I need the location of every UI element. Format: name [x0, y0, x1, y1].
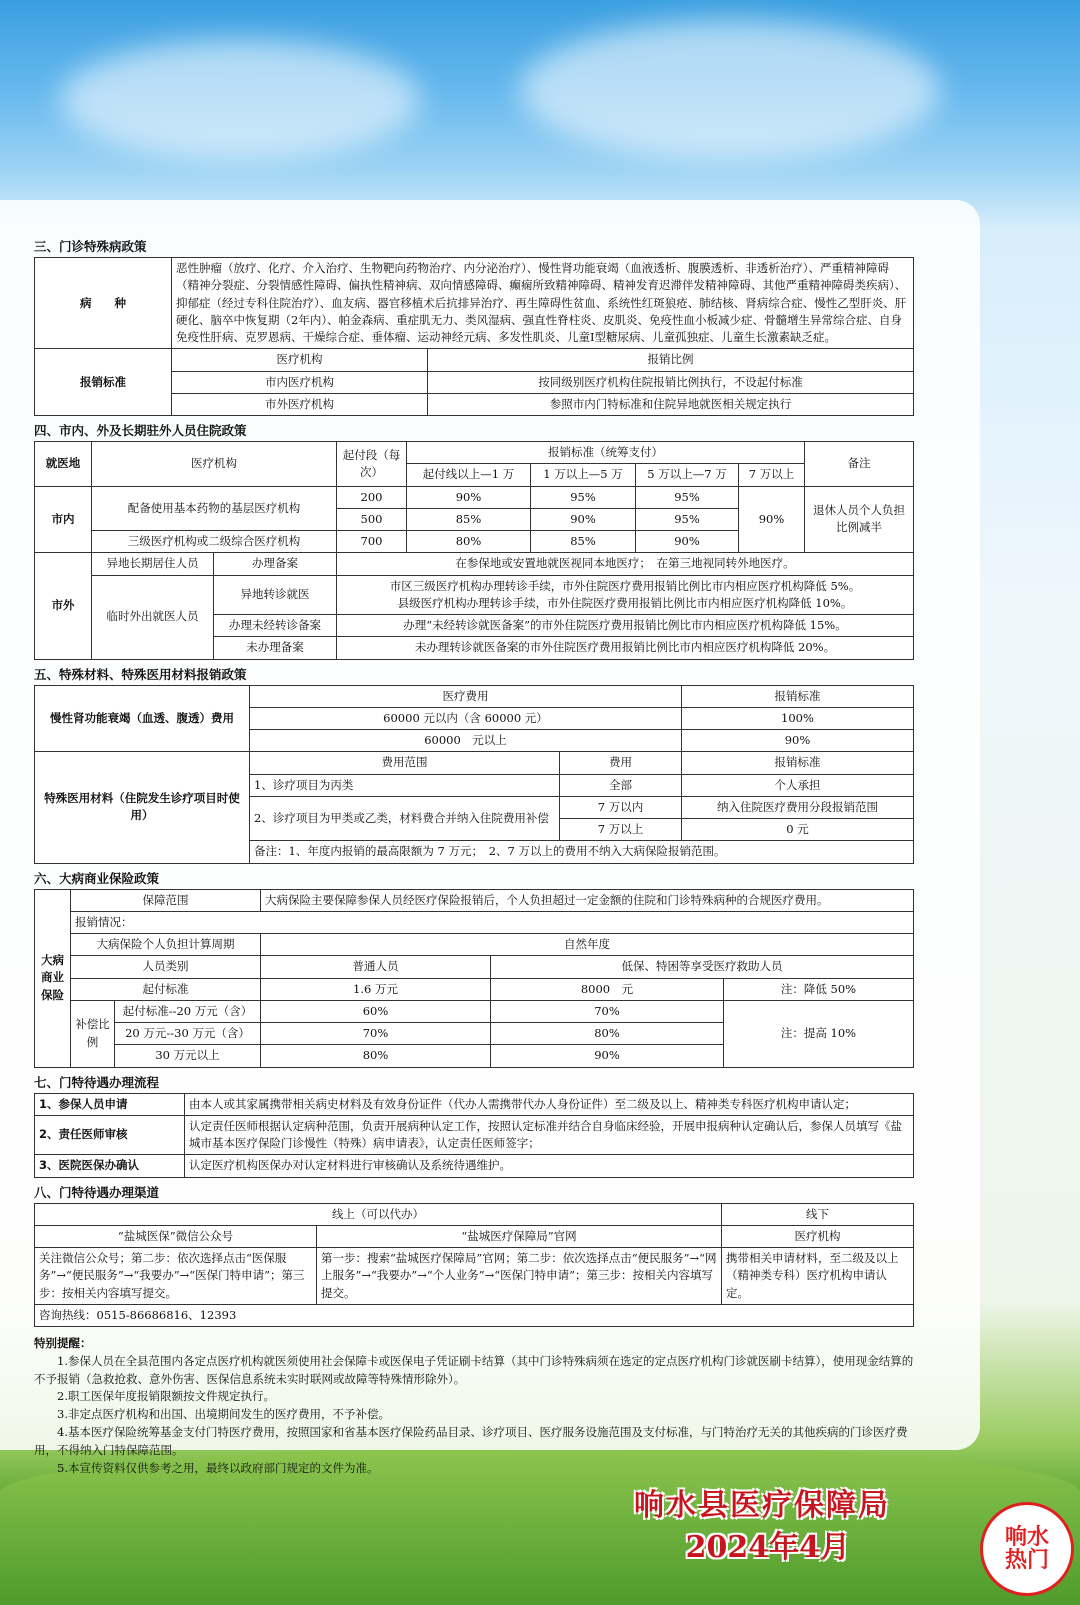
tier-normal: 80% — [261, 1045, 491, 1067]
period-label: 大病保险个人负担计算周期 — [71, 934, 261, 956]
issuer-org: 响水县医疗保障局 — [634, 1488, 890, 1523]
col-standard-2: 报销标准 — [682, 752, 914, 774]
table-cell — [337, 575, 914, 615]
tier-note: 注：提高 10% — [724, 1000, 914, 1067]
watermark-logo — [980, 1502, 1074, 1596]
table-cell: 异地长期居住人员 — [92, 553, 214, 575]
col-standard: 报销标准（统筹支付） — [407, 442, 805, 464]
col-cost: 医疗费用 — [250, 685, 682, 707]
start-normal: 1.6 万元 — [261, 978, 491, 1000]
table-cell: 市外医疗机构 — [172, 393, 428, 415]
tier-normal: 60% — [261, 1000, 491, 1022]
table-cell: 全部 — [560, 774, 682, 796]
special-notes — [34, 1335, 914, 1478]
table-cell: 未办理备案 — [214, 637, 337, 659]
band-4-value: 90% — [739, 486, 805, 553]
table-cell: 60000 元以内（含 60000 元） — [250, 707, 682, 729]
table-cell: 90% — [636, 531, 739, 553]
channel-desc: 携带相关申请材料，至二级及以上（精神类专科）医疗机构申请认定。 — [722, 1248, 914, 1305]
col-band-2: 1 万以上—5 万 — [531, 464, 636, 486]
hospitalization-table — [34, 441, 914, 660]
table-cell: 95% — [531, 486, 636, 508]
table-cell: 85% — [407, 508, 531, 530]
logo-line-1: 响水 — [1004, 1524, 1049, 1550]
section-7-title: 七、门特待遇办理流程 — [34, 1074, 160, 1090]
start-note: 注：降低 50% — [724, 978, 914, 1000]
col-band-3: 5 万以上—7 万 — [636, 464, 739, 486]
table-cell: 80% — [407, 531, 531, 553]
col-fee: 费用 — [560, 752, 682, 774]
type-low: 低保、特困等享受医疗救助人员 — [491, 956, 914, 978]
special-materials-table — [34, 685, 914, 864]
city-label: 市内 — [35, 486, 92, 553]
tier-range: 20 万元--30 万元（含） — [115, 1023, 261, 1045]
section-3-title: 三、门诊特殊病政策 — [34, 239, 147, 254]
outpatient-special-table — [34, 257, 914, 416]
materials-remark: 备注：1、年度内报销的最高限额为 7 万元； 2、7 万以上的费用不纳入大病保险报销范围。 — [250, 841, 914, 863]
table-cell: 95% — [636, 508, 739, 530]
table-cell: 在参保地或安置地就医视同本地医疗； 在第三地视同转外地医疗。 — [337, 553, 914, 575]
main-content — [34, 232, 914, 1478]
insurance-side-label: 大病商业保险 — [35, 889, 71, 1067]
step-desc: 认定医疗机构医保办对认定材料进行审核确认及系统待遇维护。 — [185, 1155, 914, 1177]
type-normal: 普通人员 — [261, 956, 491, 978]
table-cell: 办理未经转诊备案 — [214, 615, 337, 637]
section-5-title: 五、特殊材料、特殊医用材料报销政策 — [34, 666, 247, 682]
table-cell: 60000 元以上 — [250, 730, 682, 752]
referral-desc-2: 县级医疗机构办理转诊手续，市外住院医疗费用报销比例比市内相应医疗机构降低 10%。 — [397, 595, 853, 610]
col-place: 就医地 — [35, 442, 92, 487]
hotline: 咨询热线：0515-86686816、12393 — [35, 1304, 914, 1326]
table-cell: 办理“未经转诊就医备案”的市外住院医疗费用报销比例比市内相应医疗机构降低 15%。 — [337, 615, 914, 637]
tier-range: 起付标准--20 万元（含） — [115, 1000, 261, 1022]
basic-institution: 配备使用基本药物的基层医疗机构 — [92, 486, 337, 531]
note-item: 5.本宣传资料仅供参考之用，最终以政府部门规定的文件为准。 — [57, 1460, 379, 1475]
table-cell: 700 — [337, 531, 407, 553]
col-ratio: 报销比例 — [428, 349, 914, 371]
channel-desc: 第一步：搜索“盐城医疗保障局”官网；第二步：依次选择点击“便民服务”→“网上服务”→“我要办”→“个人业务”→“医保门特申请”；第三步：按相关内容填写提交。 — [317, 1248, 722, 1305]
period-value: 自然年度 — [261, 934, 914, 956]
channel-website: “盐城医疗保障局”官网 — [317, 1225, 722, 1247]
step-desc: 由本人或其家属携带相关病史材料及有效身份证件（代办人需携带代办人身份证件）至二级及以上、精神类专科医疗机构申请认定； — [185, 1093, 914, 1115]
note-item: 1.参保人员在全县范围内各定点医疗机构就医须使用社会保障卡或医保电子凭证刷卡结算（其中门诊特殊病须在选定的定点医疗机构门诊就医刷卡结算），使用现金结算的不予报销（急救抢救、意外伤害、医保信息系统未实时联网或故障等特殊情形除外）。 — [34, 1353, 914, 1386]
critical-illness-table — [34, 889, 914, 1068]
tier-low: 80% — [491, 1023, 724, 1045]
table-cell: 85% — [531, 531, 636, 553]
referral-desc-1: 市区三级医疗机构办理转诊手续，市外住院医疗费用报销比例比市内相应医疗机构降低 5%。 — [389, 578, 861, 593]
tier-low: 90% — [491, 1045, 724, 1067]
table-cell: 500 — [337, 508, 407, 530]
type-label: 人员类别 — [71, 956, 261, 978]
table-cell: 0 元 — [682, 819, 914, 841]
col-note: 备注 — [805, 442, 914, 487]
section-8-title: 八、门特待遇办理渠道 — [34, 1184, 160, 1200]
col-band-4: 7 万以上 — [739, 464, 805, 486]
renal-label: 慢性肾功能衰竭（血透、腹透）费用 — [35, 685, 250, 752]
table-cell: 90% — [531, 508, 636, 530]
table-cell: 临时外出就医人员 — [92, 575, 214, 659]
start-low: 8000 元 — [491, 978, 724, 1000]
comp-label: 补偿比例 — [71, 1000, 115, 1067]
table-cell: 2、诊疗项目为甲类或乙类，材料费合并纳入住院费用补偿 — [250, 796, 560, 841]
table-cell: 按同级别医疗机构住院报销比例执行，不设起付标准 — [428, 371, 914, 393]
table-cell: 90% — [407, 486, 531, 508]
online-header: 线上（可以代办） — [35, 1203, 722, 1225]
col-start: 起付段（每次） — [337, 442, 407, 487]
table-cell: 100% — [682, 707, 914, 729]
out-city-label: 市外 — [35, 553, 92, 659]
table-cell: 200 — [337, 486, 407, 508]
notes-title: 特别提醒： — [34, 1336, 92, 1350]
logo-line-2: 热门 — [1004, 1548, 1049, 1573]
disease-label: 病 种 — [35, 258, 172, 349]
cloud — [520, 20, 940, 160]
table-cell: 1、诊疗项目为丙类 — [250, 774, 560, 796]
table-cell: 7 万以上 — [560, 819, 682, 841]
note-item: 3.非定点医疗机构和出国、出境期间发生的医疗费用，不予补偿。 — [57, 1407, 390, 1422]
cloud — [60, 40, 420, 160]
start-label: 起付标准 — [71, 978, 261, 1000]
step-desc: 认定责任医师根据认定病种范围，负责开展病种认定工作，按照认定标准并结合自身临床经验，开展申报病种认定确认后，参保人员填写《盐城市基本医疗保险门诊慢性（特殊）病申请表》，认定责任医师签字； — [185, 1115, 914, 1155]
retiree-note: 退休人员个人负担比例减半 — [805, 486, 914, 553]
col-band-1: 起付线以上—1 万 — [407, 464, 531, 486]
table-cell: 参照市内门特标准和住院异地就医相关规定执行 — [428, 393, 914, 415]
table-cell: 个人承担 — [682, 774, 914, 796]
table-cell: 市内医疗机构 — [172, 371, 428, 393]
process-table — [34, 1093, 914, 1178]
tier-normal: 70% — [261, 1023, 491, 1045]
note-item: 2.职工医保年度报销限额按文件规定执行。 — [57, 1389, 275, 1404]
section-6-title: 六、大病商业保险政策 — [34, 870, 160, 886]
step-name: 1、参保人员申请 — [35, 1093, 185, 1115]
col-scope: 费用范围 — [250, 752, 560, 774]
disease-list: 恶性肿瘤（放疗、化疗、介入治疗、生物靶向药物治疗、内分泌治疗）、慢性肾功能衰竭（血液透析、腹膜透析、非透析治疗）、严重精神障碍（精神分裂症、分裂情感性障碍、偏执性精神病、双向情感障碍、癫痫所致精神障碍、精神发育迟滞伴发精神障碍、其他严重精神障碍类疾病）、抑郁症（经过专科住院治疗）、血友病、器官移植术后抗排异治疗、再生障碍性贫血、系统性红斑狼疮、肺结核、肾病综合症、慢性乙型肝炎、肝硬化、脑卒中恢复期（2年内）、帕金森病、重症肌无力、类风湿病、强直性脊柱炎、皮肌炎、免疫性血小板减少症、骨髓增生异常综合症、自身免疫性肝病、克罗恩病、干燥综合症、垂体瘤、运动神经元病、多发性肌炎、儿童I型糖尿病、儿童孤独症、儿童生长激素缺乏症。 — [172, 258, 914, 349]
tier-range: 30 万元以上 — [115, 1045, 261, 1067]
col-institution: 医疗机构 — [92, 442, 337, 487]
col-institution: 医疗机构 — [172, 349, 428, 371]
materials-label: 特殊医用材料（住院发生诊疗项目时使用） — [35, 752, 250, 863]
scope-label: 保障范围 — [71, 889, 261, 911]
col-standard: 报销标准 — [682, 685, 914, 707]
table-cell: 未办理转诊就医备案的市外住院医疗费用报销比例比市内相应医疗机构降低 20%。 — [337, 637, 914, 659]
channel-desc: 关注微信公众号；第二步：依次选择点击“医保服务”→“便民服务”→“我要办”→“医保门特申请”；第三步：按相关内容填写提交。 — [35, 1248, 317, 1305]
table-cell: 异地转诊就医 — [214, 575, 337, 615]
section-4-title: 四、市内、外及长期驻外人员住院政策 — [34, 423, 247, 438]
table-cell: 90% — [682, 730, 914, 752]
table-cell: 95% — [636, 486, 739, 508]
note-item: 4.基本医疗保险统筹基金支付门特医疗费用，按照国家和省基本医疗保险药品目录、诊疗项目、医疗服务设施范围及支付标准，与门特治疗无关的其他疾病的门诊医疗费用，不得纳入门特保障范围。 — [34, 1425, 908, 1457]
claim-label: 报销情况： — [71, 911, 914, 933]
standard-label: 报销标准 — [35, 349, 172, 416]
scope-text: 大病保险主要保障参保人员经医疗保险报销后，个人负担超过一定金额的住院和门诊特殊病种的合规医疗费用。 — [261, 889, 914, 911]
table-cell: 纳入住院医疗费用分段报销范围 — [682, 796, 914, 818]
table-cell: 7 万以内 — [560, 796, 682, 818]
step-name: 2、责任医师审核 — [35, 1115, 185, 1155]
step-name: 3、医院医保办确认 — [35, 1155, 185, 1177]
table-cell: 三级医疗机构或二级综合医疗机构 — [92, 531, 337, 553]
tier-low: 70% — [491, 1000, 724, 1022]
table-cell: 办理备案 — [214, 553, 337, 575]
channels-table — [34, 1203, 914, 1328]
offline-header: 线下 — [722, 1203, 914, 1225]
issue-date: 2024年4月 — [685, 1530, 850, 1565]
channel-hospital: 医疗机构 — [722, 1225, 914, 1247]
channel-wechat: “盐城医保”微信公众号 — [35, 1225, 317, 1247]
